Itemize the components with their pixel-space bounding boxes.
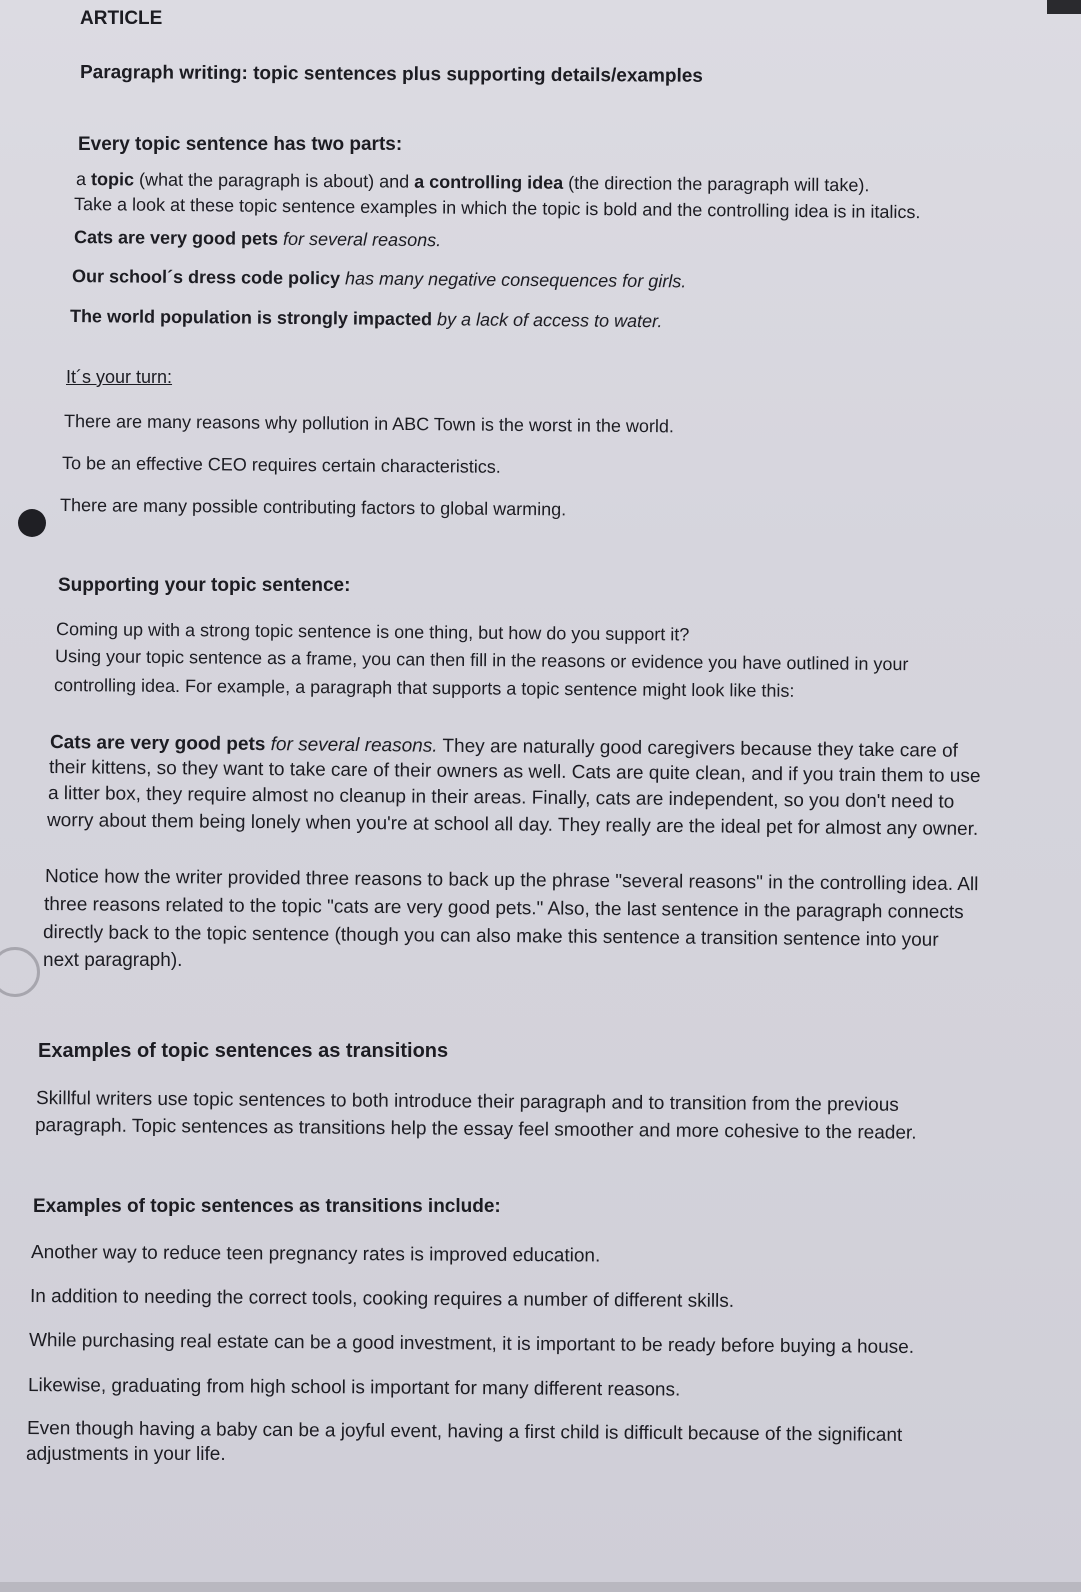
example-sentence-1: Cats are very good pets for several reasons. — [73, 227, 442, 251]
article-title: Paragraph writing: topic sentences plus supporting details/examples — [79, 62, 703, 87]
transitions-line-2: paragraph. Topic sentences as transitions help the essay feel smoother and more cohesive to the reader. — [34, 1115, 917, 1144]
supporting-line-1: Coming up with a strong topic sentence is one thing, but how do you support it? — [55, 619, 690, 645]
transitions-line-1: Skillful writers use topic sentences to both introduce their paragraph and to transition from the previous — [35, 1088, 899, 1116]
your-turn-item-3: There are many possible contributing factors to global warming. — [59, 495, 567, 520]
transition-example-5: Even though having a baby can be a joyful event, having a first child is difficult because of the significant — [26, 1418, 903, 1446]
your-turn-heading: It´s your turn: — [66, 367, 173, 387]
example-paragraph-line-2: their kittens, so they want to take care of their owners as well. Cats are quite clean, and if you train them to use — [48, 757, 981, 787]
look-line: Take a look at these topic sentence examples in which the topic is bold and the controlling idea is in italics. — [73, 194, 921, 223]
example-paragraph-line-3: a litter box, they require almost no cleanup in their areas. Finally, cats are independent, so you don't need to — [47, 783, 955, 813]
example-paragraph-line-1: Cats are very good pets for several reasons. They are naturally good caregivers because they take care of — [49, 732, 958, 762]
two-parts-heading: Every topic sentence has two parts: — [78, 134, 403, 155]
page-bottom-edge — [0, 1582, 1081, 1592]
notice-line-3: directly back to the topic sentence (though you can also make this sentence a transition sentence into your — [42, 922, 939, 951]
transition-example-1: Another way to reduce teen pregnancy rates is improved education. — [30, 1242, 601, 1267]
notice-line-4: next paragraph). — [43, 950, 183, 971]
notice-line-2: three reasons related to the topic "cats are very good pets." Also, the last sentence in the paragraph connects — [43, 894, 964, 924]
notice-line-1: Notice how the writer provided three reasons to back up the phrase "several reasons" in the controlling idea. All — [44, 866, 979, 896]
supporting-heading: Supporting your topic sentence: — [58, 575, 351, 596]
your-turn-item-2: To be an effective CEO requires certain characteristics. — [61, 453, 501, 477]
punch-hole-ring — [0, 947, 40, 997]
definition-line: a topic (what the paragraph is about) and a controlling idea (the direction the paragraph will take). — [75, 169, 870, 196]
transition-example-4: Likewise, graduating from high school is important for many different reasons. — [27, 1375, 681, 1401]
example-sentence-3: The world population is strongly impacted by a lack of access to water. — [69, 306, 663, 332]
article-label: ARTICLE — [80, 8, 163, 29]
page-corner-shadow — [1047, 0, 1081, 14]
your-turn-item-1: There are many reasons why pollution in ABC Town is the worst in the world. — [63, 411, 675, 437]
transition-example-3: While purchasing real estate can be a good investment, it is important to be ready before buying a house. — [28, 1330, 915, 1358]
example-sentence-2: Our school´s dress code policy has many negative consequences for girls. — [71, 266, 687, 292]
supporting-line-2: Using your topic sentence as a frame, you can then fill in the reasons or evidence you have outlined in your — [54, 646, 909, 675]
transitions-include-heading: Examples of topic sentences as transitions include: — [33, 1196, 501, 1217]
transition-example-2: In addition to needing the correct tools, cooking requires a number of different skills. — [29, 1286, 735, 1312]
transition-example-6: adjustments in your life. — [26, 1444, 226, 1465]
transitions-heading: Examples of topic sentences as transitions — [38, 1040, 449, 1062]
example-paragraph-line-4: worry about them being lonely when you're at school all day. They really are the ideal pet for almost any owner. — [46, 810, 979, 840]
supporting-line-3: controlling idea. For example, a paragraph that supports a topic sentence might look like this: — [53, 675, 795, 701]
punch-hole-dark — [18, 509, 46, 537]
